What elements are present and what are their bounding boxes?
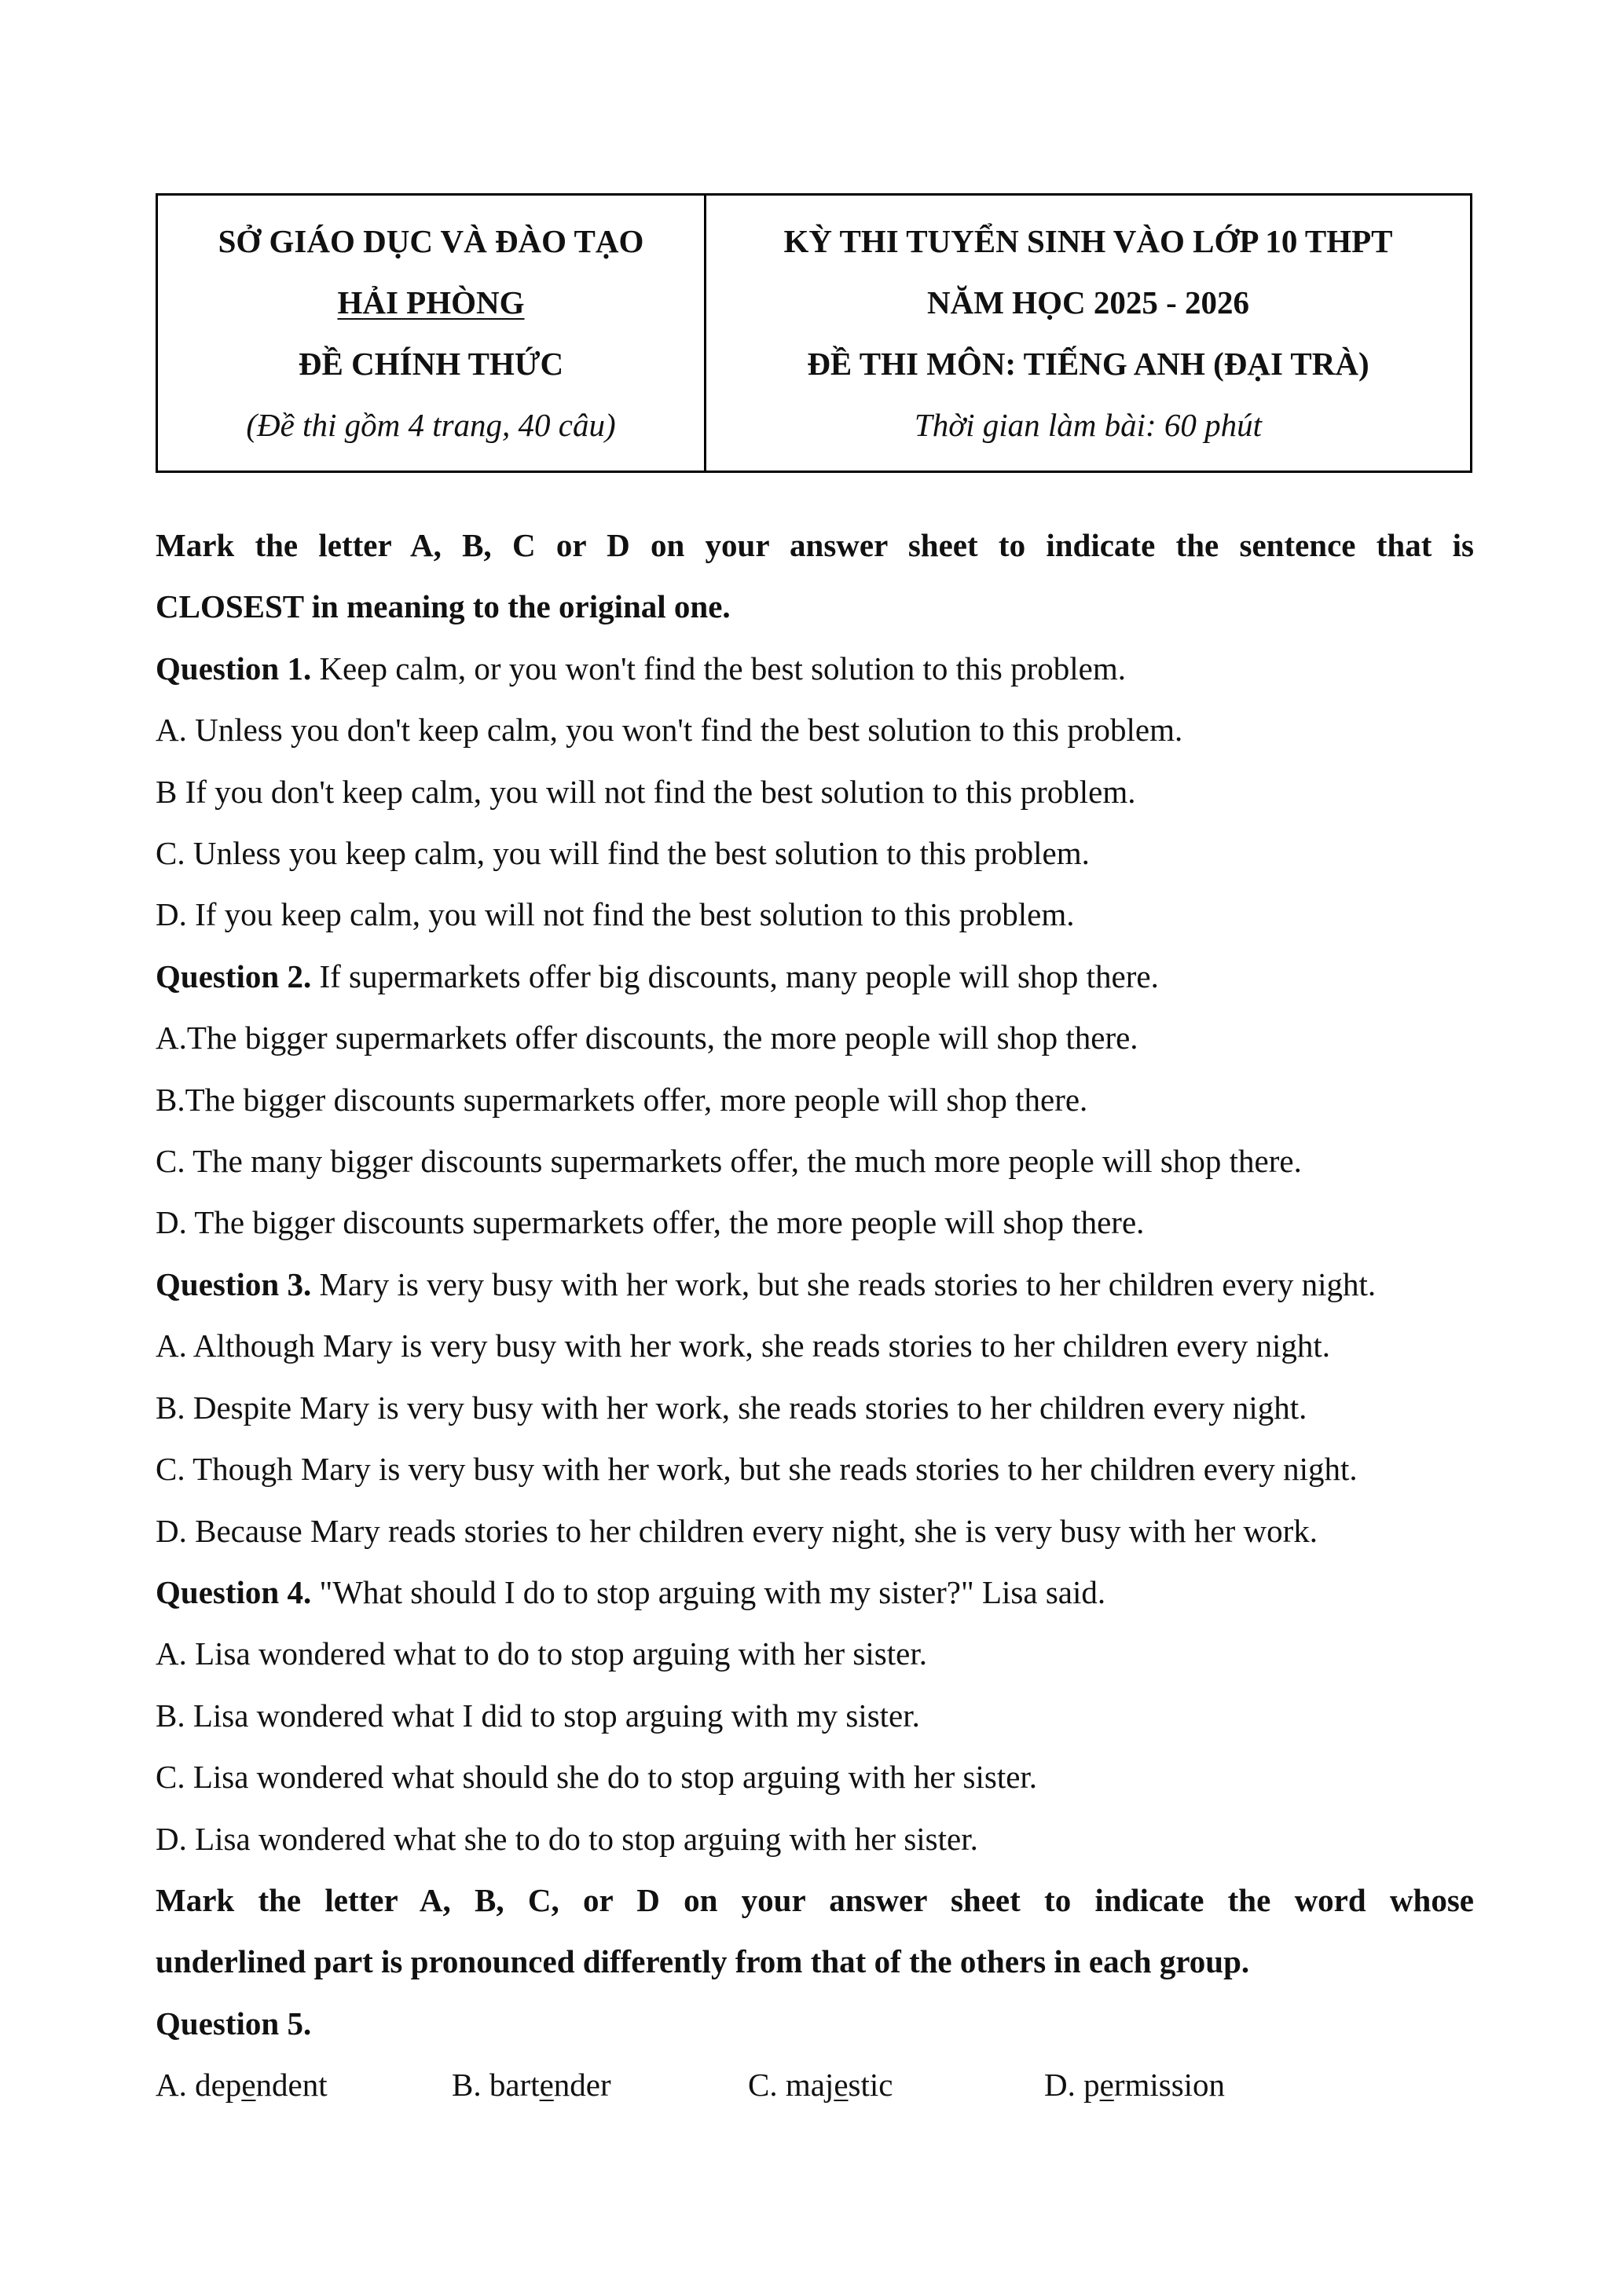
question-1-stem bbox=[156, 638, 1474, 699]
header-left-cell bbox=[158, 196, 706, 471]
question-4-stem bbox=[156, 1562, 1474, 1623]
question-4-label: Question 4. bbox=[156, 1573, 312, 1610]
underlined-letter: e bbox=[241, 2067, 256, 2104]
school-year: NĂM HỌC 2025 - 2026 bbox=[927, 284, 1249, 320]
section1-instruction-line1: Mark the letter A, B, C or D on your answer sheet to indicate the sentence that is bbox=[156, 527, 1474, 563]
question-3-option-b: B. Despite Mary is very busy with her work, she reads stories to her children every night. bbox=[156, 1389, 1307, 1426]
underlined-letter: e bbox=[834, 2067, 849, 2104]
question-2-text: If supermarkets offer big discounts, many people will shop there. bbox=[311, 958, 1159, 994]
question-4-text: "What should I do to stop arguing with my sister?" Lisa said. bbox=[311, 1573, 1106, 1610]
question-1-label: Question 1. bbox=[156, 650, 312, 687]
question-2-option-a: A.The bigger supermarkets offer discounts, the more people will shop there. bbox=[156, 1020, 1138, 1056]
question-4-option-d: D. Lisa wondered what she to do to stop arguing with her sister. bbox=[156, 1820, 978, 1857]
question-5-option-d: D. permission bbox=[1044, 2067, 1226, 2104]
question-4-option-c: C. Lisa wondered what should she do to stop arguing with her sister. bbox=[156, 1759, 1038, 1796]
header-right-cell bbox=[706, 196, 1470, 471]
department-name: SỞ GIÁO DỤC VÀ ĐÀO TẠO bbox=[218, 223, 644, 259]
question-5-options bbox=[156, 2054, 1474, 2115]
question-1-text: Keep calm, or you won't find the best solution to this problem. bbox=[311, 650, 1126, 687]
page-count-note: (Đề thi gồm 4 trang, 40 câu) bbox=[246, 407, 616, 443]
question-1-option-a: A. Unless you don't keep calm, you won't find the best solution to this problem. bbox=[156, 712, 1183, 749]
question-4-option-a: A. Lisa wondered what to do to stop arguing with her sister. bbox=[156, 1635, 927, 1672]
question-3-stem bbox=[156, 1254, 1474, 1315]
exam-header-table bbox=[156, 193, 1472, 473]
question-1-option-c: C. Unless you keep calm, you will find the best solution to this problem. bbox=[156, 835, 1090, 872]
question-3-text: Mary is very busy with her work, but she reads stories to her children every night. bbox=[311, 1265, 1377, 1302]
question-5-option-c: C. majestic bbox=[748, 2067, 893, 2104]
question-5-option-a: A. dependent bbox=[156, 2067, 328, 2104]
section2-instruction-line1: Mark the letter A, B, C, or D on your answer sheet to indicate the word whose bbox=[156, 1881, 1474, 1918]
question-2-option-d: D. The bigger discounts supermarkets offer, the more people will shop there. bbox=[156, 1204, 1145, 1241]
question-3-label: Question 3. bbox=[156, 1265, 312, 1302]
underlined-letter: e bbox=[1099, 2067, 1114, 2104]
city-name: HẢI PHÒNG bbox=[337, 284, 525, 320]
exam-name: KỲ THI TUYỂN SINH VÀO LỚP 10 THPT bbox=[783, 223, 1393, 259]
question-2-label: Question 2. bbox=[156, 958, 312, 994]
question-3-option-c: C. Though Mary is very busy with her work, but she reads stories to her children every night. bbox=[156, 1451, 1358, 1488]
question-2-stem bbox=[156, 946, 1474, 1007]
question-5-option-b: B. bartender bbox=[452, 2067, 611, 2104]
question-3-option-a: A. Although Mary is very busy with her work, she reads stories to her children every night. bbox=[156, 1327, 1331, 1364]
exam-subject: ĐỀ THI MÔN: TIẾNG ANH (ĐẠI TRÀ) bbox=[807, 346, 1369, 382]
question-3-option-d: D. Because Mary reads stories to her children every night, she is very busy with her work. bbox=[156, 1512, 1318, 1549]
section2-instruction-line2: underlined part is pronounced differently from that of the others in each group. bbox=[156, 1943, 1250, 1980]
question-2-option-b: B.The bigger discounts supermarkets offer, more people will shop there. bbox=[156, 1081, 1088, 1118]
official-label: ĐỀ CHÍNH THỨC bbox=[298, 346, 564, 382]
exam-content bbox=[156, 514, 1474, 2116]
time-limit: Thời gian làm bài: 60 phút bbox=[914, 407, 1263, 443]
question-5-label: Question 5. bbox=[156, 2005, 312, 2041]
question-1-option-b: B If you don't keep calm, you will not find the best solution to this problem. bbox=[156, 773, 1136, 810]
question-4-option-b: B. Lisa wondered what I did to stop arguing with my sister. bbox=[156, 1697, 920, 1734]
question-2-option-c: C. The many bigger discounts supermarkets offer, the much more people will shop there. bbox=[156, 1143, 1302, 1180]
underlined-letter: e bbox=[539, 2067, 554, 2104]
section1-instruction-line2: CLOSEST in meaning to the original one. bbox=[156, 588, 731, 625]
question-1-option-d: D. If you keep calm, you will not find the best solution to this problem. bbox=[156, 896, 1075, 933]
